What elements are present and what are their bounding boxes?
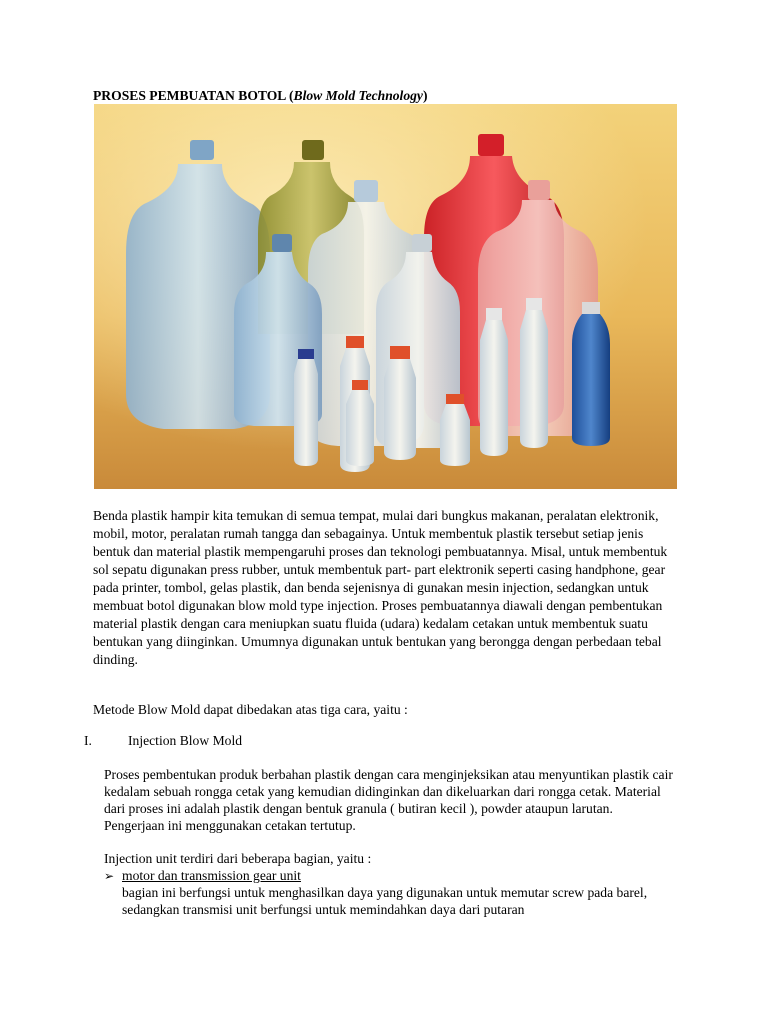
small-bottle-1 xyxy=(294,349,318,466)
small-bottle-7 xyxy=(520,298,548,448)
bullet-item-label: motor dan transmission gear unit xyxy=(122,868,301,883)
arrow-bullet-icon: ➢ xyxy=(104,869,115,883)
blue-small-bottle xyxy=(572,302,610,446)
bullet-description: bagian ini berfungsi untuk menghasilkan daya yang digunakan untuk memutar screw pada barel, sedangkan transmisi unit berfungsi untuk memindahkan daya dari putaran xyxy=(122,885,648,917)
metode-line: Metode Blow Mold dapat dibedakan atas tiga cara, yaitu : xyxy=(93,702,408,717)
small-bottle-6 xyxy=(480,308,508,456)
page-title: PROSES PEMBUATAN BOTOL (Blow Mold Technology) xyxy=(93,88,428,103)
section-title: Injection Blow Mold xyxy=(128,733,243,748)
injection-paragraph: Proses pembentukan produk berbahan plastik dengan cara menginjeksikan atau menyuntikan plastik cair kedalam sebuah rongga cetak yang kemudian didinginkan dan dikeluarkan dari rongga cetak. Material dari proses ini adalah plastik dengan bentuk granula ( butiran kecil ), powder ataupun larutan. Pengerjaan ini menggunakan cetakan tertutup. xyxy=(104,767,673,833)
injection-unit-line: Injection unit terdiri dari beberapa bagian, yaitu : xyxy=(104,851,372,866)
small-bottle-3 xyxy=(384,346,416,460)
intro-paragraph: Benda plastik hampir kita temukan di semua tempat, mulai dari bungkus makanan, peralatan elektronik, mobil, motor, peralatan rumah tangga dan sebagainya. Untuk membentuk plastik tersebut setiap jenis bentuk dan material plastik mempengaruhi proses dan teknologi pembuatannya. Misal, untuk membentuk sol sepatu digunakan press rubber, untuk membentuk part- part elektronik seperti casing handphone, gear pada printer, tombol, gelas plastik, dan benda sejenisnya di gunakan mesin injection, sedangkan untuk membuat botol digunakan blow mold type injection. Proses pembuatannya diawali dengan pembentukan material plastik dengan cara meniupkan suatu fluida (udara) kedalam cetakan untuk membentuk suatu bentukan yang diinginkan. Umumnya digunakan untuk bentukan yang berongga dengan perbedaan tebal dinding. xyxy=(93,508,668,667)
title-italic: Blow Mold Technology xyxy=(293,88,423,103)
bottles-photo xyxy=(94,104,677,489)
section-number: I. xyxy=(84,733,92,748)
